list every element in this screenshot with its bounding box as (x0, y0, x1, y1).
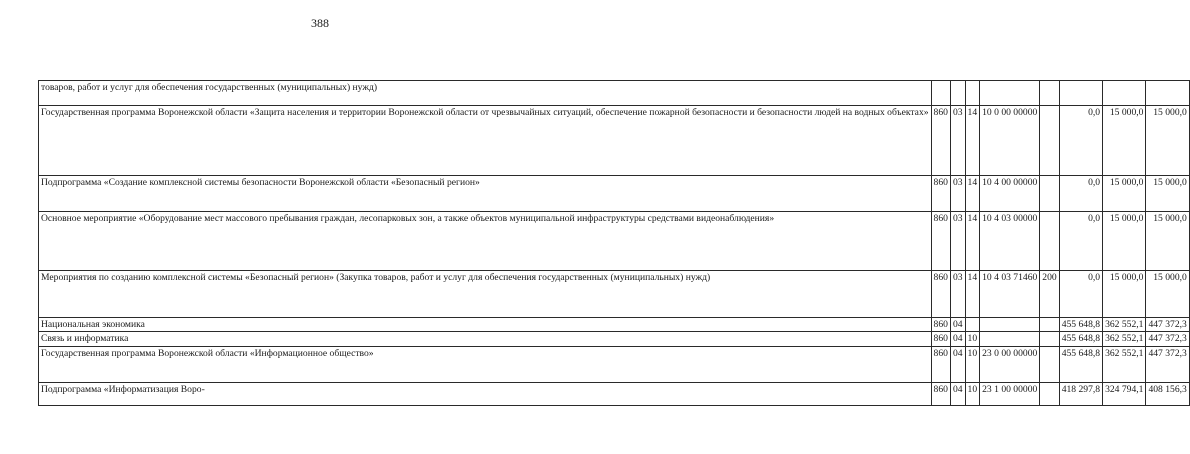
expense-type: 200 (1040, 271, 1059, 318)
section-code: 04 (950, 318, 965, 332)
item-name: Национальная экономика (39, 318, 932, 332)
section-code: 03 (950, 106, 965, 176)
expense-type (1040, 346, 1059, 382)
table-row (39, 332, 1190, 346)
item-name: Подпрограмма «Создание комплексной системы безопасности Воронежской области «Безопасный регион» (39, 176, 932, 212)
target-article (980, 332, 1040, 346)
target-article (980, 318, 1040, 332)
expense-type (1040, 81, 1059, 106)
subsection-code: 14 (965, 271, 980, 318)
ministry-code: 860 (931, 382, 950, 405)
amount-2: 15 000,0 (1103, 212, 1146, 271)
section-code: 03 (950, 271, 965, 318)
subsection-code: 14 (965, 212, 980, 271)
amount-1: 0,0 (1059, 176, 1102, 212)
target-article: 23 0 00 00000 (980, 346, 1040, 382)
expense-type (1040, 106, 1059, 176)
table-row (39, 176, 1190, 212)
ministry-code: 860 (931, 176, 950, 212)
amount-1: 418 297,8 (1059, 382, 1102, 405)
amount-3 (1146, 81, 1189, 106)
expense-type (1040, 332, 1059, 346)
ministry-code (931, 81, 950, 106)
subsection-code (965, 318, 980, 332)
section-code: 03 (950, 176, 965, 212)
amount-1: 0,0 (1059, 212, 1102, 271)
amount-3: 15 000,0 (1146, 271, 1189, 318)
amount-3: 15 000,0 (1146, 106, 1189, 176)
page-number: 388 (311, 16, 329, 30)
item-name: Подпрограмма «Информатизация Воро- (39, 382, 932, 405)
target-article: 23 1 00 00000 (980, 382, 1040, 405)
table-row (39, 382, 1190, 405)
table-row (39, 271, 1190, 318)
ministry-code: 860 (931, 212, 950, 271)
amount-2: 324 794,1 (1103, 382, 1146, 405)
amount-3: 447 372,3 (1146, 332, 1189, 346)
table-row (39, 212, 1190, 271)
section-code: 04 (950, 382, 965, 405)
target-article (980, 81, 1040, 106)
ministry-code: 860 (931, 332, 950, 346)
ministry-code: 860 (931, 271, 950, 318)
amount-3: 447 372,3 (1146, 318, 1189, 332)
target-article: 10 0 00 00000 (980, 106, 1040, 176)
amount-2: 15 000,0 (1103, 271, 1146, 318)
section-code: 04 (950, 332, 965, 346)
ministry-code: 860 (931, 106, 950, 176)
amount-1: 455 648,8 (1059, 318, 1102, 332)
amount-1: 455 648,8 (1059, 346, 1102, 382)
subsection-code (965, 81, 980, 106)
ministry-code: 860 (931, 318, 950, 332)
amount-2: 362 552,1 (1103, 332, 1146, 346)
table-row (39, 106, 1190, 176)
expense-type (1040, 318, 1059, 332)
section-code: 04 (950, 346, 965, 382)
subsection-code: 14 (965, 176, 980, 212)
subsection-code: 10 (965, 346, 980, 382)
amount-3: 447 372,3 (1146, 346, 1189, 382)
amount-2 (1103, 81, 1146, 106)
section-code (950, 81, 965, 106)
amount-3: 408 156,3 (1146, 382, 1189, 405)
table-row (39, 346, 1190, 382)
table-row (39, 318, 1190, 332)
item-name: Государственная программа Воронежской области «Защита населения и территории Воронежской области от чрезвычайных ситуаций, обеспечение пожарной безопасности и безопасности людей на водных объектах» (39, 106, 932, 176)
subsection-code: 10 (965, 382, 980, 405)
item-name: Основное мероприятие «Оборудование мест массового пребывания граждан, лесопарковых зон, а также объектов муниципальной инфраструктуры средствами видеонаблюдения» (39, 212, 932, 271)
item-name: товаров, работ и услуг для обеспечения государственных (муниципальных) нужд) (39, 81, 932, 106)
subsection-code: 10 (965, 332, 980, 346)
item-name: Связь и информатика (39, 332, 932, 346)
ministry-code: 860 (931, 346, 950, 382)
section-code: 03 (950, 212, 965, 271)
amount-1: 0,0 (1059, 271, 1102, 318)
target-article: 10 4 00 00000 (980, 176, 1040, 212)
amount-1: 0,0 (1059, 106, 1102, 176)
expense-type (1040, 176, 1059, 212)
target-article: 10 4 03 71460 (980, 271, 1040, 318)
amount-2: 362 552,1 (1103, 318, 1146, 332)
amount-1: 455 648,8 (1059, 332, 1102, 346)
table-row (39, 81, 1190, 106)
amount-3: 15 000,0 (1146, 212, 1189, 271)
amount-2: 15 000,0 (1103, 176, 1146, 212)
expense-type (1040, 212, 1059, 271)
target-article: 10 4 03 00000 (980, 212, 1040, 271)
amount-2: 15 000,0 (1103, 106, 1146, 176)
item-name: Мероприятия по созданию комплексной системы «Безопасный регион» (Закупка товаров, работ и услуг для обеспечения государственных (муниципальных) нужд) (39, 271, 932, 318)
amount-2: 362 552,1 (1103, 346, 1146, 382)
amount-1 (1059, 81, 1102, 106)
amount-3: 15 000,0 (1146, 176, 1189, 212)
expense-type (1040, 382, 1059, 405)
subsection-code: 14 (965, 106, 980, 176)
budget-table (38, 80, 1190, 406)
item-name: Государственная программа Воронежской области «Информационное общество» (39, 346, 932, 382)
